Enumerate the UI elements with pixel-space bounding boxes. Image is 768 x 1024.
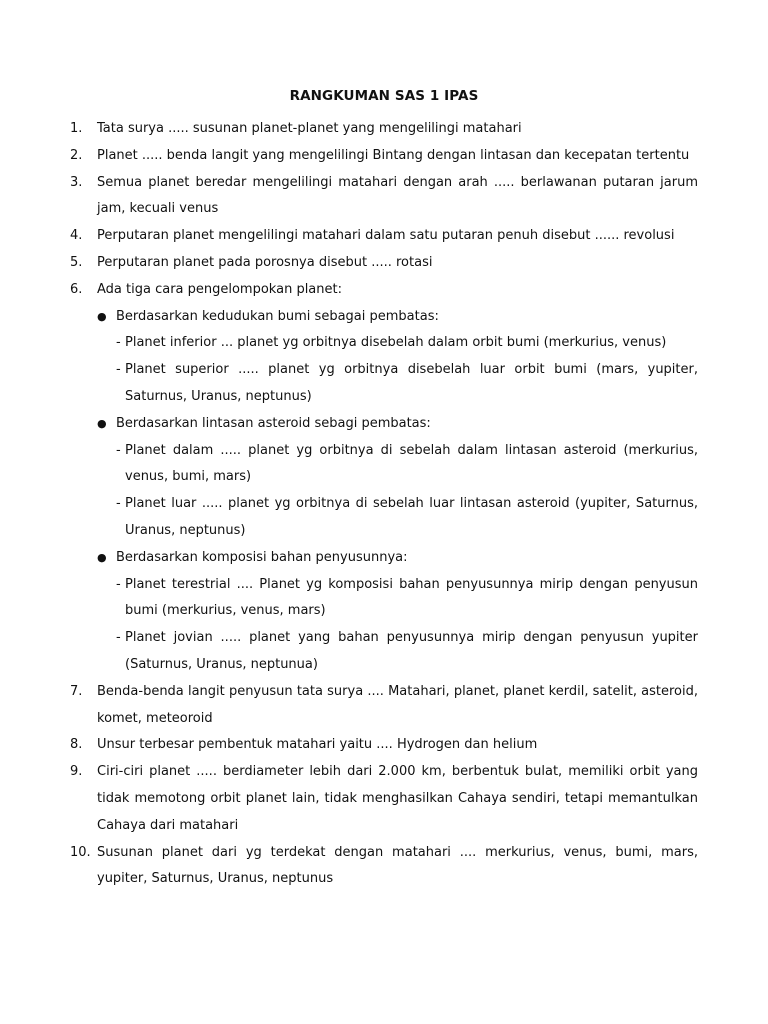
list-item [70,250,698,277]
item-number: 5. [70,254,83,270]
dash-item [116,438,698,492]
dash-item [116,357,698,411]
item-text: Susunan planet dari yg terdekat dengan matahari .... merkurius, venus, bumi, mars, yupiter, Saturnus, Uranus, neptunus [97,844,698,887]
item-number: 1. [70,121,83,136]
list-item [70,679,698,733]
dash-item [116,330,698,357]
list-item [70,116,698,143]
list-item [70,277,698,304]
document-title: RANGKUMAN SAS 1 IPAS [289,88,479,104]
bullet-icon: ● [97,416,107,430]
dash-marker: - [116,496,121,512]
list-item [70,840,698,894]
bullet-item [97,304,698,331]
item-text: Perputaran planet pada porosnya disebut ..... rotasi [97,254,433,270]
item-number: 4. [70,228,83,244]
item-number: 9. [70,764,83,780]
item-text: Ciri-ciri planet ..... berdiameter lebih dari 2.000 km, berbentuk bulat, memiliki orbit yang tidak memotong orbit planet lain, tidak menghasilkan Cahaya sendiri, tetapi memantulkan Cahaya dari matahari [97,764,698,833]
item-number: 8. [70,737,83,753]
item-text: Benda-benda langit penyusun tata surya .... Matahari, planet, planet kerdil, satelit, asteroid, komet, meteoroid [97,683,698,726]
item-text: Ada tiga cara pengelompokan planet: [97,281,342,297]
dash-text: Planet superior ..... planet yg orbitnya disebelah luar orbit bumi (mars, yupiter, Saturnus, Uranus, neptunus) [125,362,698,404]
summary-list [70,116,698,893]
item-number: 3. [70,174,83,190]
dash-item [116,572,698,626]
dash-marker: - [116,576,121,592]
dash-item [116,625,698,679]
dash-text: Planet dalam ..... planet yg orbitnya di sebelah dalam lintasan asteroid (merkurius, venus, bumi, mars) [125,442,698,485]
bullet-heading: Berdasarkan lintasan asteroid sebagi pembatas: [116,415,431,431]
dash-marker: - [116,630,121,646]
planet-grouping-list [97,304,698,679]
list-item [70,170,698,224]
dash-marker: - [116,362,121,378]
list-item [70,732,698,759]
item-text: Perputaran planet mengelilingi matahari dalam satu putaran penuh disebut ...... revolusi [97,228,675,244]
item-number: 10. [70,844,91,860]
bullet-icon: ● [97,309,107,323]
list-item [70,143,698,170]
list-item [70,223,698,250]
item-text: Tata surya ..... susunan planet-planet yang mengelilingi matahari [97,121,522,136]
bullet-heading: Berdasarkan komposisi bahan penyusunnya: [116,549,408,565]
dash-text: Planet luar ..... planet yg orbitnya di sebelah luar lintasan asteroid (yupiter, Saturnus, Uranus, neptunus) [125,496,698,538]
dash-marker: - [116,335,121,351]
bullet-item [97,411,698,438]
dash-text: Planet terestrial .... Planet yg komposisi bahan penyusunnya mirip dengan penyusun bumi (merkurius, venus, mars) [125,576,698,619]
bullet-icon: ● [97,550,107,564]
item-number: 7. [70,683,83,699]
dash-text: Planet inferior ... planet yg orbitnya disebelah dalam orbit bumi (merkurius, venus) [125,335,667,351]
item-text: Unsur terbesar pembentuk matahari yaitu .... Hydrogen dan helium [97,737,538,753]
dash-text: Planet jovian ..... planet yang bahan penyusunnya mirip dengan penyusun yupiter (Saturnus, Uranus, neptunua) [125,630,698,672]
bullet-heading: Berdasarkan kedudukan bumi sebagai pembatas: [116,308,439,324]
bullet-item [97,545,698,572]
list-item [70,759,698,839]
item-text: Semua planet beredar mengelilingi matahari dengan arah ..... berlawanan putaran jarum jam, kecuali venus [97,174,698,217]
item-text: Planet ..... benda langit yang mengelilingi Bintang dengan lintasan dan kecepatan tertentu [97,147,690,163]
item-number: 2. [70,147,83,163]
item-number: 6. [70,281,83,297]
dash-marker: - [116,442,121,458]
dash-item [116,491,698,545]
